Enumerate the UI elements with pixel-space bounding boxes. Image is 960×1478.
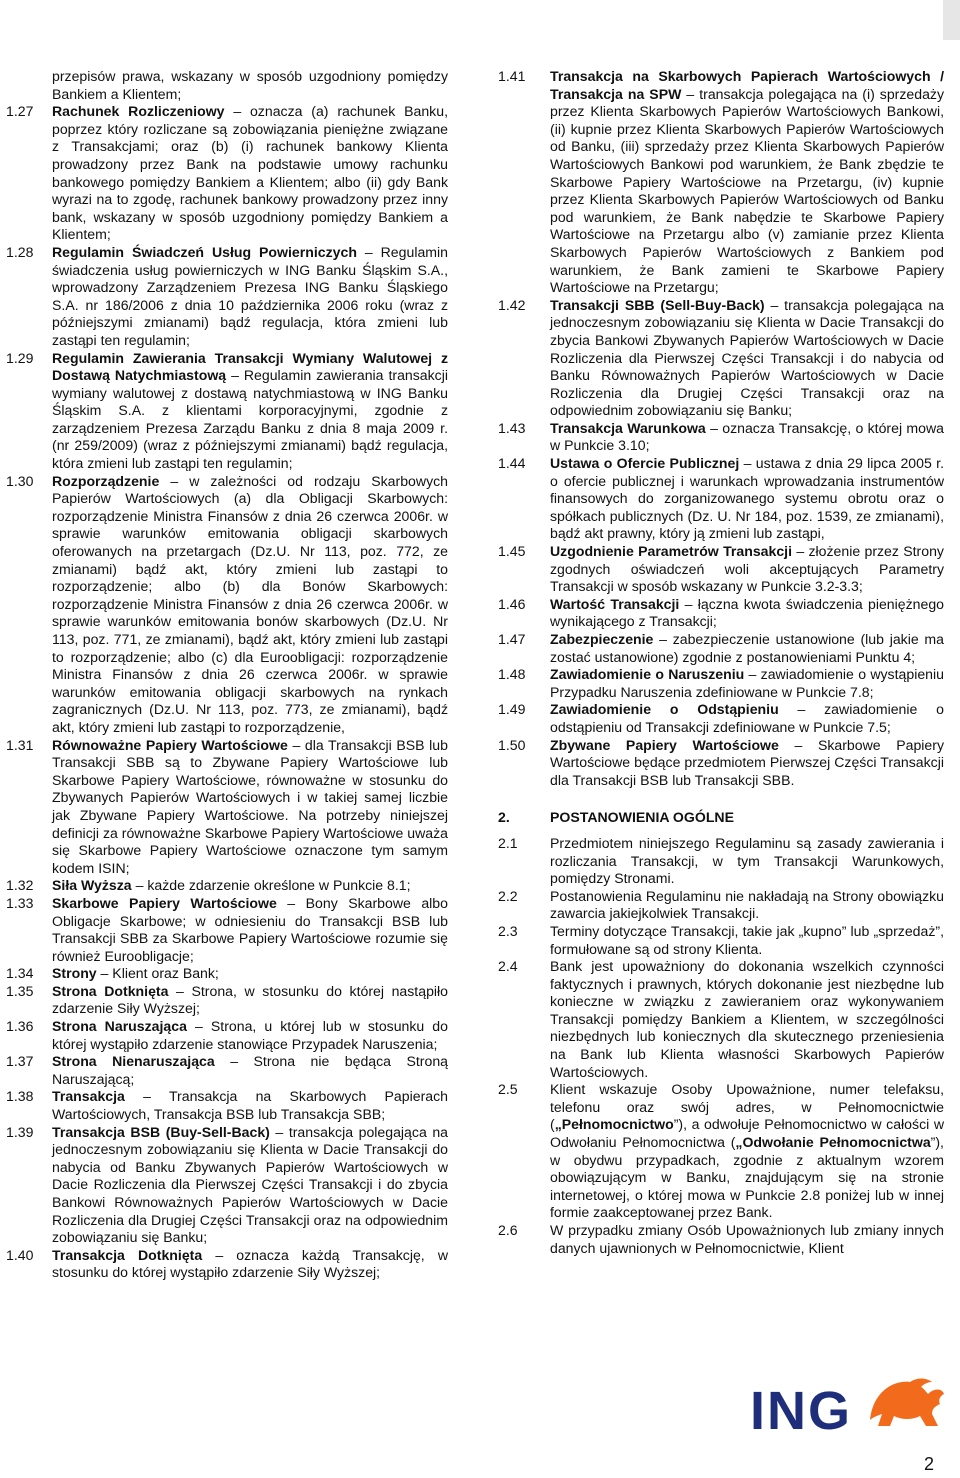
section-title: POSTANOWIENIA OGÓLNE [550, 809, 735, 826]
item-number: 1.35 [6, 982, 34, 999]
lion-icon [862, 1368, 948, 1434]
definition-1-48 [498, 666, 944, 701]
item-number: 2.2 [498, 887, 518, 904]
definition-1-42 [498, 297, 944, 420]
item-text: W przypadku zmiany Osób Upoważnionych lub zmiany innych danych ujawnionych w Pełnomocnictwie, Klient [550, 1222, 944, 1256]
ing-logo [750, 1368, 950, 1440]
item-text: Ustawa o Ofercie Publicznej – ustawa z dnia 29 lipca 2005 r. o ofercie publicznej i warunkach wprowadzania instrumentów finansowych do zorganizowanego systemu obrotu oraz o spółkach publicznych (Dz. U. Nr 184, poz. 1539, ze zmianami), bądź akt prawny, który ją zmieni lub zastąpi, [550, 455, 944, 542]
item-number: 2.1 [498, 834, 518, 851]
item-number: 1.42 [498, 296, 526, 313]
left-column [6, 68, 448, 1282]
item-number: 1.33 [6, 894, 34, 911]
definition-1-38 [6, 1088, 448, 1123]
definition-1-30 [6, 473, 448, 737]
item-text: Zabezpieczenie – zabezpieczenie ustanowione (lub jakie ma zostać ustanowione) zgodnie z postanowieniami Punktu 4; [550, 631, 944, 665]
item-text: Terminy dotyczące Transakcji, takie jak „kupno” lub „sprzedaż”, formułowane są od strony Klienta. [550, 922, 944, 957]
item-text: Transakcja na Skarbowych Papierach Wartościowych / Transakcja na SPW – transakcja polegająca na (i) sprzedaży przez Klienta Skarbowych Papierów Wartościowych Bankowi, (ii) kupnie przez Klienta Skarbowych Papierów Wartościowych od Banku, (iii) sprzedaży przez Klienta Skarbowych Papierów Wartościowych Bankowi pod warunkiem, że Bank zbędzie te Skarbowe Papiery Wartościowe na Przetargu, (iv) kupnie przez Klienta Skarbowych Papierów Wartościowych od Banku pod warunkiem, że Bank nabędzie te Skarbowe Papiery Wartościowe na Przetargu albo (v) zamianie przez Klienta Skarbowych Papierów Wartościowych z Bankiem pod warunkiem, że Bank zamieni te Skarbowe Papiery Wartościowe na Przetargu; [550, 68, 944, 296]
scroll-edge [943, 0, 960, 40]
item-text: Zawiadomienie o Naruszeniu – zawiadomienie o wystąpieniu Przypadku Naruszenia zdefiniowane w Punkcie 7.8; [550, 666, 944, 700]
item-number: 1.48 [498, 666, 526, 683]
item-text: Postanowienia Regulaminu nie nakładają na Strony obowiązku zawarcia jakiejkolwiek Transakcji. [550, 887, 944, 922]
definition-1-49 [498, 701, 944, 736]
definition-1-31 [6, 737, 448, 878]
item-number: 2.6 [498, 1222, 518, 1238]
item-text: Uzgodnienie Parametrów Transakcji – złożenie przez Strony zgodnych oświadczeń woli akceptujących Parametry Transakcji w sposób wskazany w Punkcie 3.2-3.3; [550, 543, 944, 595]
item-text: Zbywane Papiery Wartościowe – Skarbowe Papiery Wartościowe będące przedmiotem Pierwszej Części Transakcji dla Transakcji BSB lub Transakcji SBB. [550, 736, 945, 788]
list-item [6, 68, 448, 103]
item-number: 1.43 [498, 419, 526, 436]
item-number: 1.49 [498, 701, 526, 718]
item-number: 1.36 [6, 1018, 34, 1035]
logo-text: ING [750, 1381, 853, 1441]
item-number [6, 68, 52, 103]
item-number: 1.28 [6, 243, 34, 260]
item-text: Skarbowe Papiery Wartościowe – Bony Skarbowe albo Obligacje Skarbowe; w odniesieniu do Transakcji BSB lub Transakcji SBB za Skarbowe Papiery Wartościowe rozumie się również Euroobligacje; [52, 894, 448, 964]
definition-1-39 [6, 1124, 448, 1247]
item-number: 1.44 [498, 455, 526, 472]
item-text: Wartość Transakcji – łączna kwota świadczenia pieniężnego wynikającego z Transakcji; [550, 595, 944, 630]
definition-1-35 [6, 983, 448, 1018]
item-number: 1.46 [498, 595, 526, 612]
item-number: 1.32 [6, 877, 34, 894]
item-number: 2.3 [498, 922, 518, 939]
item-number: 1.41 [498, 68, 526, 84]
definition-1-37 [6, 1053, 448, 1088]
item-text: Strona Dotknięta – Strona, w stosunku do której nastąpiło zdarzenie Siły Wyższej; [52, 982, 449, 1017]
clause-2-3 [498, 923, 944, 958]
item-text: Rozporządzenie – w zależności od rodzaju Skarbowych Papierów Wartościowych (a) dla Obligacji Skarbowych: rozporządzenie Ministra Finansów z dnia 26 czerwca 2006r. w sprawie warunków emitowania obligacji skarbowych oferowanych na przetargach (Dz.U. Nr 113, poz. 772, ze zmianami) bądź akt, który zmieni lub zastąpi to rozporządzenie; albo (b) dla Bonów Skarbowych: rozporządzenie Ministra Finansów z dnia 26 czerwca 2006r. w sprawie warunków emitowania bonów skarbowych (Dz.U. Nr 113, poz. 771, ze zmianami), bądź akt, który zmieni lub zastąpi to rozporządzenie; albo (c) dla Euroobligacji: rozporządzenie Ministra Finansów z dnia 26 czerwca 2006r. w sprawie warunków emitowania obligacji skarbowych na rynkach zagranicznych (Dz.U. Nr 113, poz. 773, ze zmianami), bądź akt, który zmieni lub zastąpi to rozporządzenie, [52, 472, 448, 735]
definition-1-46 [498, 596, 944, 631]
right-column [498, 68, 944, 1257]
item-text: przepisów prawa, wskazany w sposób uzgodniony pomiędzy Bankiem a Klientem; [52, 68, 448, 102]
item-text: Przedmiotem niniejszego Regulaminu są zasady zawierania i rozliczania Transakcji, w tym Transakcji Warunkowych, pomiędzy Stronami. [550, 834, 944, 887]
item-number: 1.27 [6, 103, 34, 120]
item-number: 1.45 [498, 543, 526, 560]
item-number: 1.38 [6, 1088, 34, 1105]
item-text: Bank jest upoważniony do dokonania wszelkich czynności faktycznych i prawnych, których dokonanie jest niezbędne lub konieczne w związku z zawieraniem oraz wykonywaniem Transakcji pomiędzy Bankiem a Klientem, w szczególności niezbędnych lub koniecznych dla skutecznego przeniesienia na Bank lub Klienta własności Skarbowych Papierów Wartościowych. [550, 958, 944, 1080]
definition-1-36 [6, 1018, 448, 1053]
item-text: Zawiadomienie o Odstąpieniu – zawiadomienie o odstąpieniu od Transakcji zdefiniowane w Punkcie 7.5; [550, 701, 944, 735]
clause-2-2 [498, 888, 944, 923]
item-text: Strona Nienaruszająca – Strona nie będąca Stroną Naruszającą; [52, 1053, 448, 1087]
item-text: Klient wskazuje Osoby Upoważnione, numer telefaksu, telefonu oraz swój adres, w Pełnomocnictwie („Pełnomocnictwo”), a odwołuje Pełnomocnictwo w całości w Odwołaniu Pełnomocnictwa („Odwołanie Pełnomocnictwa”), w obydwu przypadkach, zgodnie z aktualnym wzorem obowiązującym w Banku, znajdującym się na stronie internetowej, o której mowa w Punkcie 2.8 poniżej lub w innej formie zaakceptowanej przez Bank. [550, 1081, 944, 1221]
clause-2-1 [498, 835, 944, 888]
clause-2-5 [498, 1081, 944, 1222]
definition-1-32 [6, 877, 448, 895]
item-text: Transakcja – Transakcja na Skarbowych Papierach Wartościowych, Transakcja BSB lub Transakcja SBB; [52, 1088, 448, 1123]
item-text: Strona Naruszająca – Strona, u której lub w stosunku do której wystąpiło zdarzenie stanowiące Przypadek Naruszenia; [52, 1018, 448, 1052]
item-number: 1.29 [6, 349, 34, 366]
item-text: Siła Wyższa – każde zdarzenie określone w Punkcie 8.1; [52, 877, 411, 894]
item-number: 1.39 [6, 1123, 34, 1140]
definition-1-27 [6, 103, 448, 244]
item-text: Równoważne Papiery Wartościowe – dla Transakcji BSB lub Transakcji SBB są to Zbywane Papiery Wartościowe lub Skarbowe Papiery Wartościowe, równoważne w stosunku do Zbywanych Papierów Wartościowych i w takiej samej liczbie jak Zbywane Papiery Wartościowe. Na potrzeby niniejszej definicji za równoważne Skarbowe Papiery Wartościowe uważa się Skarbowe Papiery Wartościowe oznaczone tym samym kodem ISIN; [52, 736, 448, 876]
item-text: Regulamin Świadczeń Usług Powierniczych – Regulamin świadczenia usług powierniczych w ING Banku Śląskim S.A., wprowadzony Zarządzeniem Prezesa ING Banku Śląskiego S.A. nr 186/2006 z dnia 10 października 2006 roku (wraz z późniejszymi zmianami) bądź regulacja, która zmieni lub zastąpi ten regulamin; [52, 243, 448, 348]
item-number: 1.34 [6, 965, 34, 982]
item-number: 1.37 [6, 1053, 34, 1070]
item-text: Rachunek Rozliczeniowy – oznacza (a) rachunek Banku, poprzez który rozliczane są zobowiązania pieniężne związane z Transakcjami; oraz (b) (i) rachunek bankowy Klienta prowadzony przez Bank na podstawie umowy rachunku bankowego pomiędzy Bankiem a Klientem; albo (ii) gdy Bank wyrazi na to zgodę, rachunek bankowy prowadzony przez inny bank, wskazany w sposób uzgodniony pomiędzy Bankiem a Klientem; [52, 103, 448, 243]
item-text: Strony – Klient oraz Bank; [52, 965, 219, 982]
definition-1-50 [498, 737, 944, 790]
item-text: Transakcji SBB (Sell-Buy-Back) – transakcja polegająca na jednoczesnym zobowiązaniu się Klienta w Dacie Transakcji do zbycia Bankowi Zbywanych Papierów Wartościowych w Dacie Rozliczenia dla Pierwszej Części Transakcji i do nabycia od Banku Równoważnych Papierów Wartościowych w Dacie Rozliczenia dla Drugiej Części Transakcji oraz na odpowiednim zobowiązaniu się Banku; [550, 296, 945, 419]
section-number: 2. [498, 809, 510, 826]
item-number: 1.47 [498, 631, 526, 647]
definition-1-45 [498, 543, 944, 596]
definition-1-33 [6, 895, 448, 965]
definition-1-41 [498, 68, 944, 297]
item-number: 1.40 [6, 1246, 34, 1263]
item-text: Regulamin Zawierania Transakcji Wymiany Walutowej z Dostawą Natychmiastową – Regulamin zawierania transakcji wymiany walutowej z dostawą natychmiastową w ING Banku Śląskim S.A. z klientami korporacyjnymi, zgodnie z zarządzeniem Prezesa Zarządu Banku z dnia 8 maja 2009 r. (nr 259/2009) (wraz z późniejszymi zmianami) bądź regulacja, która zmieni lub zastąpi ten regulamin; [52, 349, 448, 472]
definition-1-28 [6, 244, 448, 350]
item-number: 1.31 [6, 736, 34, 753]
item-number: 2.4 [498, 958, 518, 975]
item-text: Transakcja Dotknięta – oznacza każdą Transakcję, w stosunku do której wystąpiło zdarzenie Siły Wyższej; [52, 1246, 449, 1281]
section-heading [498, 809, 944, 827]
definition-1-34 [6, 965, 448, 983]
definition-1-43 [498, 420, 944, 455]
definition-1-47 [498, 631, 944, 666]
clause-2-4 [498, 958, 944, 1081]
item-text: Transakcja Warunkowa – oznacza Transakcję, o której mowa w Punkcie 3.10; [550, 419, 944, 454]
item-number: 2.5 [498, 1081, 518, 1098]
item-text: Transakcja BSB (Buy-Sell-Back) – transakcja polegająca na jednoczesnym zobowiązaniu się Klienta w Dacie Transakcji do nabycia od Banku Zbywanych Papierów Wartościowych w Dacie Rozliczenia dla Pierwszej Części Transakcji i do zbycia Bankowi Równoważnych Papierów Wartościowych w Dacie Rozliczenia dla Drugiej Części Transakcji oraz na odpowiednim zobowiązaniu się Banku; [52, 1123, 449, 1246]
item-number: 1.50 [498, 736, 526, 753]
item-number: 1.30 [6, 472, 34, 489]
definition-1-29 [6, 350, 448, 473]
definition-1-44 [498, 455, 944, 543]
page-number: 2 [924, 1454, 935, 1474]
clause-2-6 [498, 1222, 944, 1257]
definition-1-40 [6, 1247, 448, 1282]
